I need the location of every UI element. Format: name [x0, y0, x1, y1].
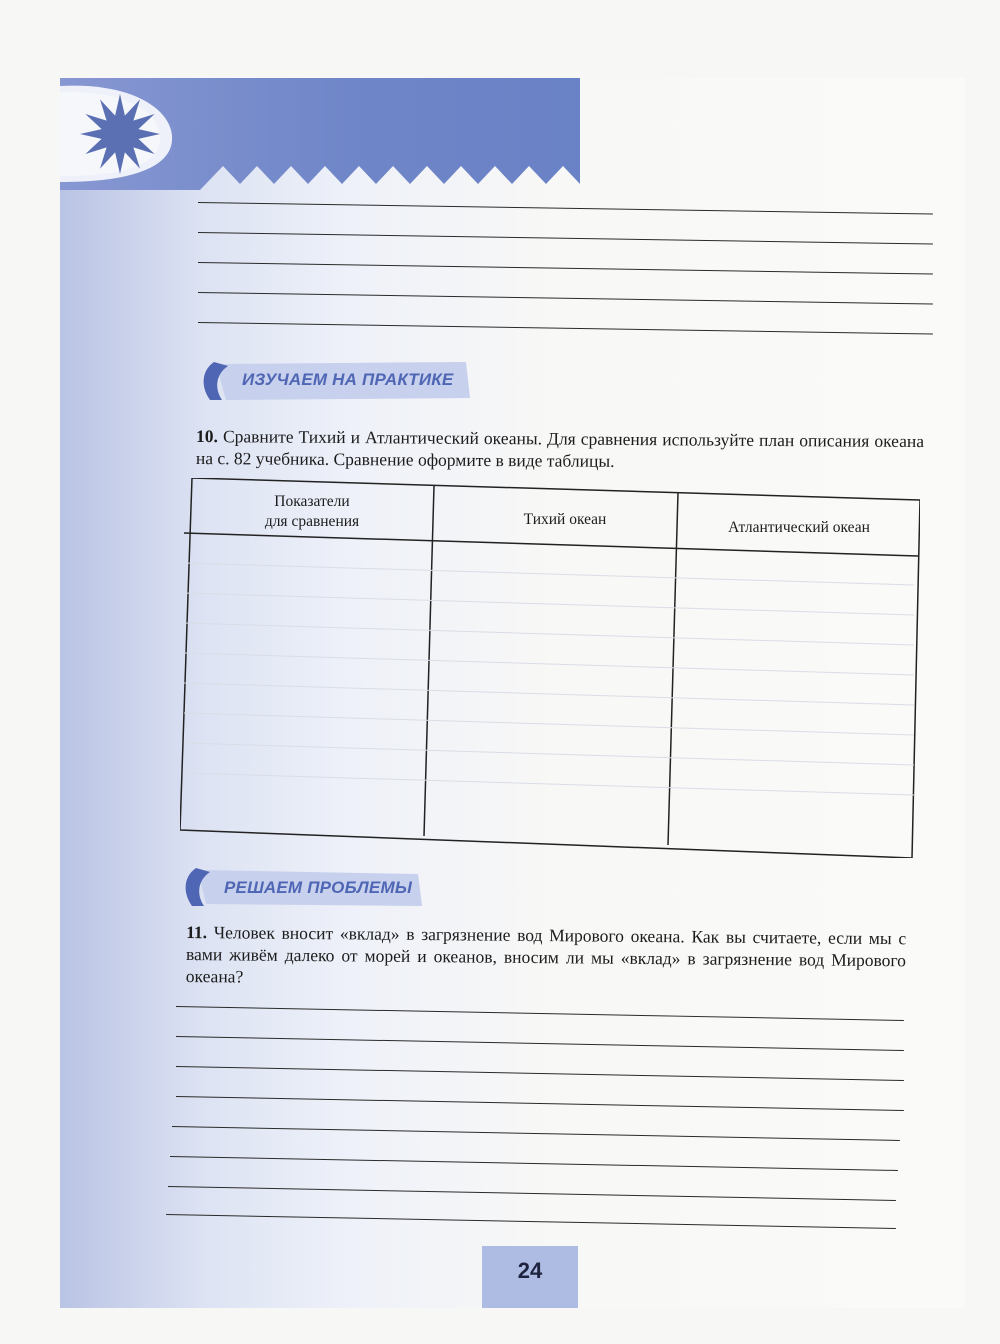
task-number: 10.: [196, 426, 219, 447]
section-header-problems: [178, 864, 424, 908]
task-11: [186, 921, 907, 993]
section-title-practice: ИЗУЧАЕМ НА ПРАКТИКЕ: [242, 370, 454, 389]
column-header-pacific: Тихий океан: [523, 511, 607, 528]
column-header-atlantic: Атлантический океан: [728, 519, 870, 536]
page-number: 24: [517, 1258, 543, 1283]
task-10: [196, 425, 924, 474]
section-title-problems: РЕШАЕМ ПРОБЛЕМЫ: [224, 878, 413, 897]
column-header-indicators: Показатели для сравнения: [264, 493, 360, 530]
star-emblem-icon: [78, 92, 162, 176]
task-text: Человек вносит «вклад» в загрязнение вод Мирового океана. Как вы считаете, если мы с вами живём далеко от морей и океанов, вносим ли мы «вклад» в загрязнение вод Мирового океана?: [185, 922, 907, 987]
task-number: 11.: [186, 922, 208, 943]
section-header-practice: [196, 358, 472, 402]
task-text: Сравните Тихий и Атлантический океаны. Для сравнения используйте план описания океана на с. 82 учебника. Сравнение оформите в виде таблицы.: [195, 426, 925, 471]
